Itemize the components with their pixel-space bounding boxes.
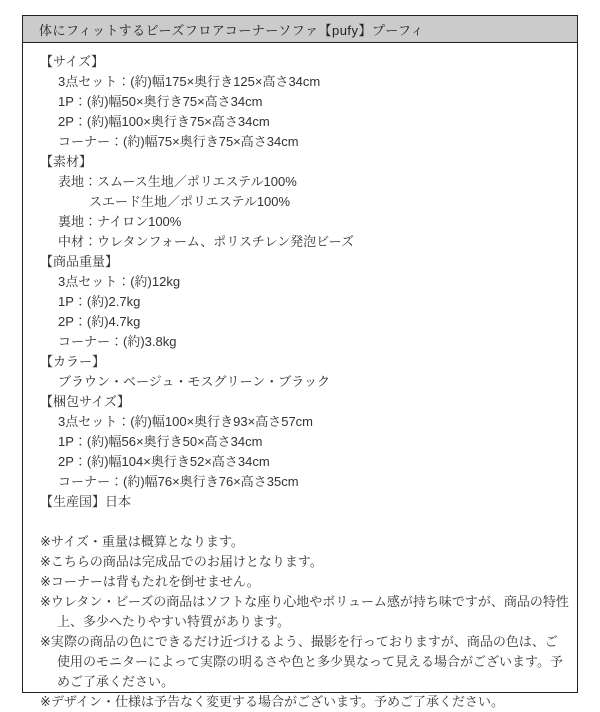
section-color bbox=[40, 352, 569, 392]
size-item: 3点セット：(約)幅175×奥行き125×高さ34cm bbox=[58, 74, 321, 89]
note-line: ※デザイン・仕様は予告なく変更する場合がございます。予めご了承ください。 bbox=[40, 694, 504, 709]
size-item: 1P：(約)幅50×奥行き75×高さ34cm bbox=[58, 94, 263, 109]
size-heading: 【サイズ】 bbox=[40, 54, 104, 69]
note-line: ※ウレタン・ビーズの商品はソフトな座り心地やボリューム感が持ち味ですが、商品の特性上、多少へたりやすい特質があります。 bbox=[40, 594, 569, 629]
weight-item: コーナー：(約)3.8kg bbox=[58, 334, 177, 349]
country-value: 日本 bbox=[105, 494, 132, 509]
size-item: 2P：(約)幅100×奥行き75×高さ34cm bbox=[58, 114, 270, 129]
note-line: ※サイズ・重量は概算となります。 bbox=[40, 534, 244, 549]
section-material bbox=[40, 152, 569, 252]
section-country bbox=[40, 492, 569, 512]
title-bar bbox=[22, 15, 578, 43]
material-item: スエード生地／ポリエステル100% bbox=[89, 194, 291, 209]
section-weight bbox=[40, 252, 569, 352]
weight-item: 1P：(約)2.7kg bbox=[58, 294, 141, 309]
product-title: 体にフィットするビーズフロアコーナーソファ【pufy】プーフィ bbox=[39, 22, 424, 38]
weight-heading: 【商品重量】 bbox=[40, 254, 119, 269]
color-item: ブラウン・ベージュ・モスグリーン・ブラック bbox=[58, 374, 330, 389]
note-line: ※コーナーは背もたれを倒せません。 bbox=[40, 574, 260, 589]
material-item: 表地：スムース生地／ポリエステル100% bbox=[58, 174, 297, 189]
note-line: ※こちらの商品は完成品でのお届けとなります。 bbox=[40, 554, 323, 569]
size-item: コーナー：(約)幅75×奥行き75×高さ34cm bbox=[58, 134, 299, 149]
weight-item: 3点セット：(約)12kg bbox=[58, 274, 181, 289]
package-item: 2P：(約)幅104×奥行き52×高さ34cm bbox=[58, 454, 270, 469]
package-item: 3点セット：(約)幅100×奥行き93×高さ57cm bbox=[58, 414, 314, 429]
color-heading: 【カラー】 bbox=[40, 354, 106, 369]
notes-list bbox=[40, 532, 569, 712]
section-size bbox=[40, 52, 569, 152]
package-item: 1P：(約)幅56×奥行き50×高さ34cm bbox=[58, 434, 263, 449]
material-heading: 【素材】 bbox=[40, 154, 93, 169]
country-heading: 【生産国】 bbox=[40, 494, 106, 509]
weight-item: 2P：(約)4.7kg bbox=[58, 314, 141, 329]
material-item: 裏地：ナイロン100% bbox=[58, 214, 182, 229]
package-item: コーナー：(約)幅76×奥行き76×高さ35cm bbox=[58, 474, 299, 489]
note-line: ※実際の商品の色にできるだけ近づけるよう、撮影を行っておりますが、商品の色は、ご使用のモニターによって実際の明るさや色と多少異なって見える場合がございます。予めご了承ください。 bbox=[40, 634, 563, 689]
package-heading: 【梱包サイズ】 bbox=[40, 394, 130, 409]
material-item: 中材：ウレタンフォーム、ポリスチレン発泡ビーズ bbox=[58, 234, 354, 249]
section-package-size bbox=[40, 392, 569, 492]
spec-box bbox=[22, 43, 578, 709]
